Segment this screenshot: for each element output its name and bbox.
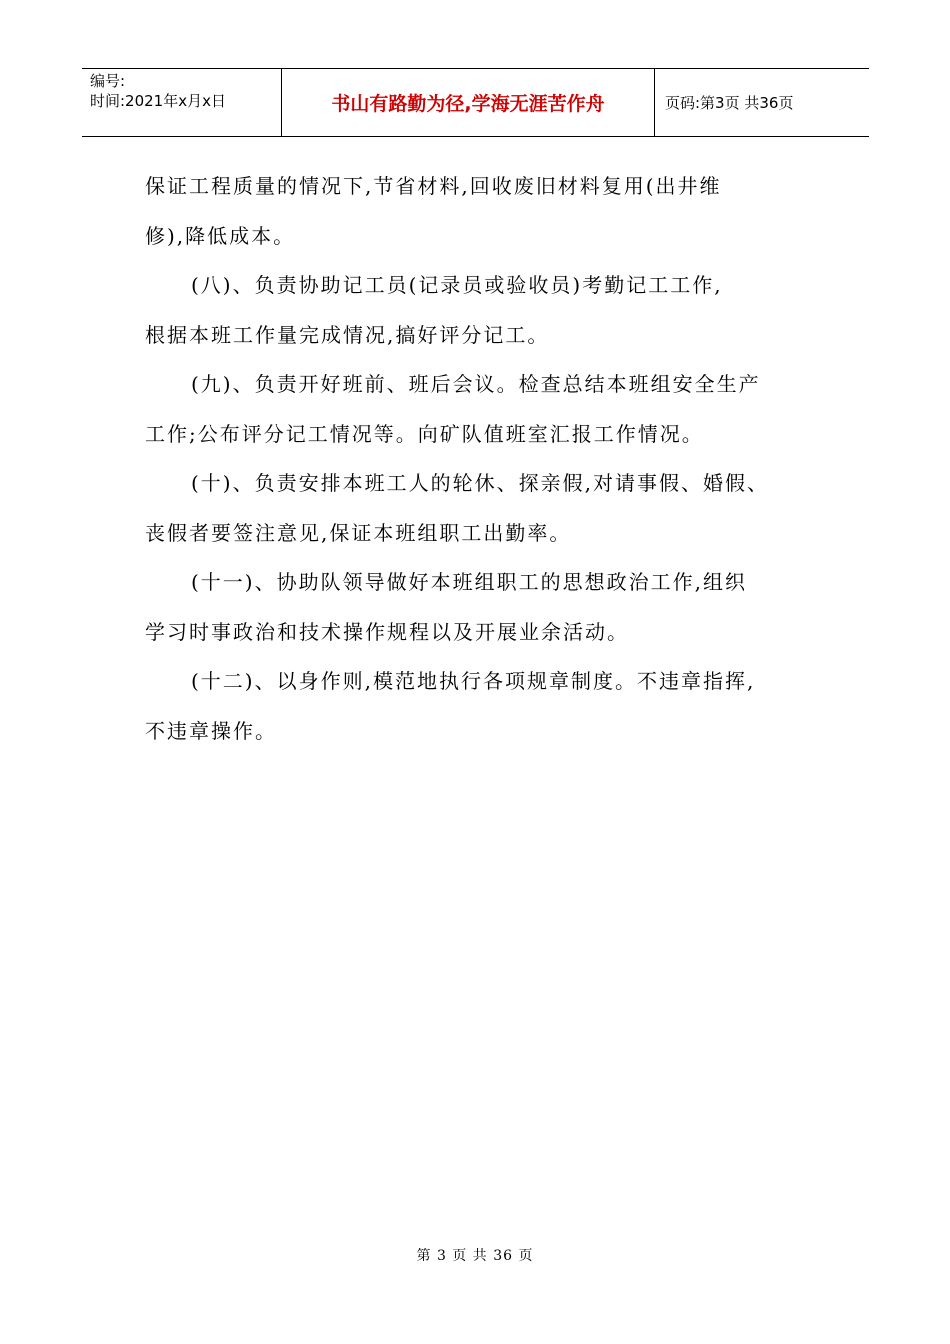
body-line: 学习时事政治和技术操作规程以及开展业余活动。 [145,619,629,644]
body-line: 不违章操作。 [145,718,277,743]
document-body [145,162,825,756]
body-line: 丧假者要签注意见,保证本班组职工出勤率。 [145,520,572,545]
motto: 书山有路勤为径,学海无涯苦作舟 [282,69,655,136]
number-label: 编号: [90,72,126,90]
body-line: (九)、负责开好班前、班后会议。检查总结本班组安全生产 [191,372,761,396]
body-line: (十一)、协助队领导做好本班组职工的思想政治工作,组织 [191,570,747,594]
body-line: (十二)、以身作则,模范地执行各项规章制度。不违章指挥, [191,669,756,693]
body-line: 保证工程质量的情况下,节省材料,回收废旧材料复用(出井维 [145,174,722,198]
page-header [82,68,869,137]
header-page-info: 页码:第3页 共36页 [665,94,794,112]
body-line: 工作;公布评分记工情况等。向矿队值班室汇报工作情况。 [145,421,704,446]
body-line: 根据本班工作量完成情况,搞好评分记工。 [145,322,550,347]
date-label: 时间:2021年x月x日 [90,92,226,110]
body-line: (八)、负责协助记工员(记录员或验收员)考勤记工工作, [191,273,723,297]
body-line: (十)、负责安排本班工人的轮休、探亲假,对请事假、婚假、 [191,471,769,495]
header-meta [82,69,282,136]
body-line: 修),降低成本。 [145,223,296,248]
page-footer: 第 3 页 共 36 页 [416,1248,534,1264]
